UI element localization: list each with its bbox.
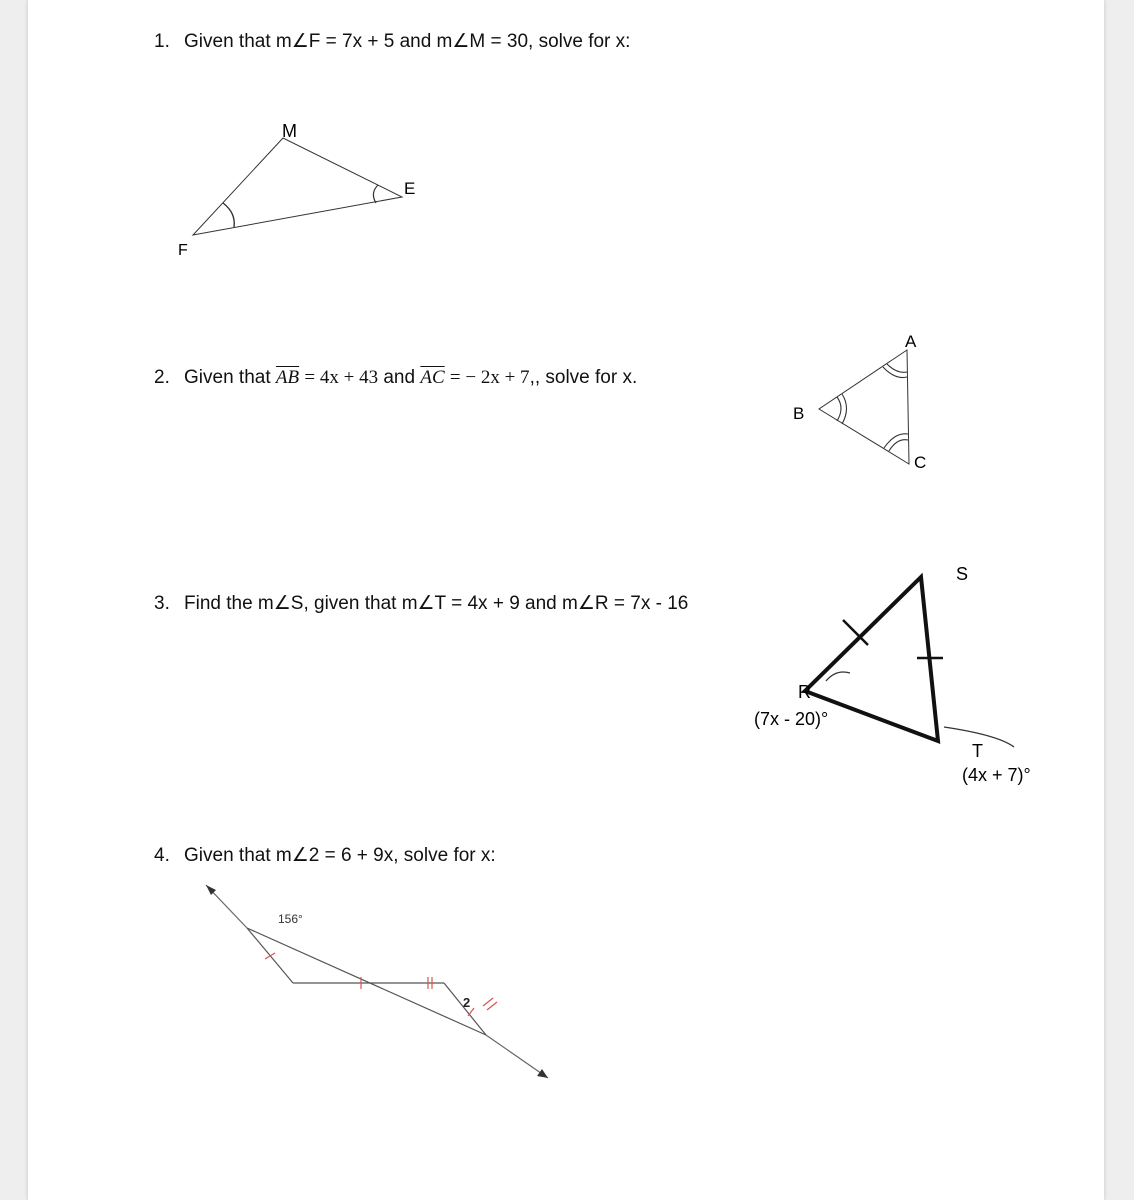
angle-156-label: 156° xyxy=(278,912,303,926)
vertex-a-label: A xyxy=(905,332,917,351)
question-4-text: Given that m∠2 = 6 + 9x, solve for x: xyxy=(184,845,496,866)
question-4 xyxy=(154,844,496,867)
line-extension-bottom xyxy=(486,1035,548,1078)
vertex-c-label: C xyxy=(914,453,927,472)
question-4-number: 4. xyxy=(154,845,170,866)
question-2-lead: Given that xyxy=(184,367,271,388)
question-1-number: 1. xyxy=(154,31,170,52)
tick-ab xyxy=(265,953,275,959)
expression-ac: = − 2x + 7 xyxy=(449,367,530,388)
angle-c-arc-1 xyxy=(889,440,908,451)
angle-r-arc xyxy=(826,672,850,681)
question-2 xyxy=(154,367,637,389)
angle-b-arc-2 xyxy=(842,394,847,424)
angle-t-expression: (4x + 7)° xyxy=(962,765,1031,785)
triangle-mef xyxy=(193,138,402,235)
tick-de-1 xyxy=(483,998,493,1006)
question-1-text: Given that m∠F = 7x + 5 and m∠M = 30, solve for x: xyxy=(184,31,631,52)
angle-r-expression: (7x - 20)° xyxy=(754,709,829,729)
question-3-number: 3. xyxy=(154,593,170,614)
triangle-srt-figure xyxy=(718,555,1058,795)
angle-c-arc-2 xyxy=(884,434,908,448)
angle-f-arc xyxy=(223,203,234,227)
angle-a-arc-1 xyxy=(887,364,907,372)
parallelogram-figure xyxy=(198,880,558,1080)
vertex-f-label: F xyxy=(178,242,188,259)
question-2-number: 2. xyxy=(154,367,170,388)
question-2-tail: ,, solve for x. xyxy=(529,367,638,388)
triangle-abc xyxy=(819,350,909,464)
vertex-e-label: E xyxy=(404,179,416,198)
vertex-r-label: R xyxy=(798,682,811,702)
vertex-b-label: B xyxy=(793,404,805,423)
angle-e-arc xyxy=(373,185,378,203)
angle-2-label: 2 xyxy=(463,995,471,1010)
diagonal-ad xyxy=(247,928,486,1035)
triangle-abc-figure xyxy=(783,330,983,480)
arrowhead-bottom-icon xyxy=(537,1069,548,1078)
worksheet-page xyxy=(28,0,1104,1200)
question-3 xyxy=(154,592,688,615)
question-3-text: Find the m∠S, given that m∠T = 4x + 9 and m∠R = 7x - 16 xyxy=(184,593,689,614)
angle-b-arc-1 xyxy=(837,397,841,421)
vertex-t-label: T xyxy=(972,741,983,761)
vertex-m-label: M xyxy=(282,121,297,141)
segment-ac: $\overline{AC}$ xyxy=(420,367,445,388)
segment-ab: $\overline{AB}$ xyxy=(275,367,300,388)
tick-de-2 xyxy=(487,1002,497,1010)
vertex-s-label: S xyxy=(956,564,969,584)
question-2-and: and xyxy=(383,367,416,388)
triangle-mef-figure xyxy=(168,115,448,265)
expression-ab: = 4x + 43 xyxy=(304,367,379,388)
question-1 xyxy=(154,30,630,53)
